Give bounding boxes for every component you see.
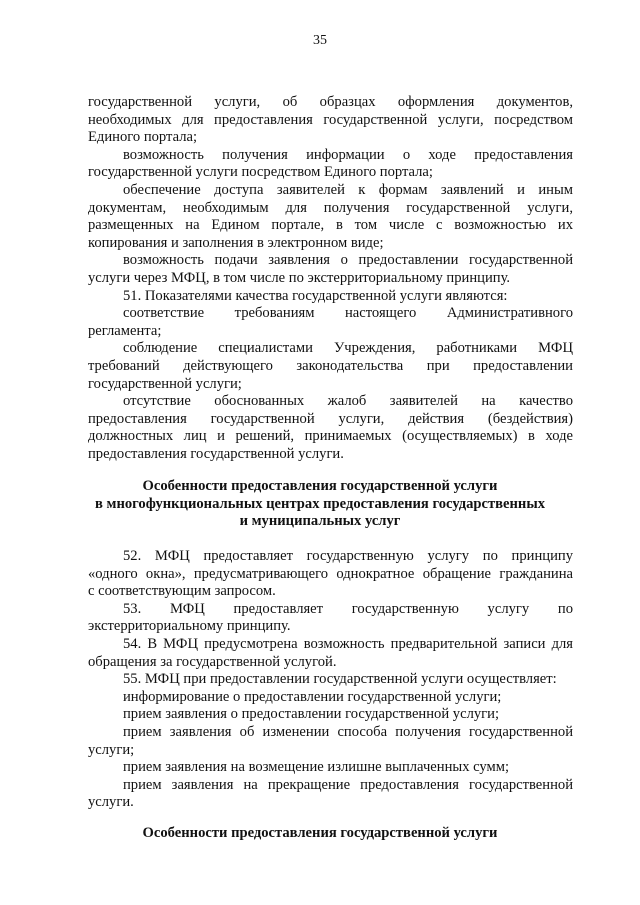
heading-line: в многофункциональных центрах предоставления государственных (94, 495, 546, 512)
text-line: соблюдение специалистами Учреждения, работниками МФЦ (123, 340, 573, 357)
body-text-upper (88, 94, 573, 463)
text-line: 54. В МФЦ предусмотрена возможность предварительной записи для (123, 635, 573, 652)
text-line: государственной услуги; (88, 375, 242, 392)
text-line: услуги. (88, 794, 134, 811)
section-heading (0, 825, 640, 843)
text-line: отсутствие обоснованных жалоб заявителей на качество (123, 393, 573, 410)
text-line: экстерриториальному принципу. (88, 618, 291, 635)
text-line: необходимых для предоставления государственной услуги, посредством (88, 111, 573, 128)
text-line: обеспечение доступа заявителей к формам заявлений и иным (123, 181, 573, 198)
text-line: 52. МФЦ предоставляет государственную услугу по принципу (123, 548, 573, 564)
text-line: регламента; (88, 322, 162, 339)
text-line: предоставления государственной услуги. (88, 445, 344, 462)
body-text-lower (88, 548, 573, 812)
text-line: 55. МФЦ при предоставлении государственной услуги осуществляет: (123, 671, 557, 688)
section-heading (0, 478, 640, 531)
heading-line: и муниципальных услуг (239, 513, 401, 530)
text-line: услуги через МФЦ, в том числе по экстерриториальному принципу. (88, 269, 511, 286)
text-line: прием заявления на возмещение излишне выплаченных сумм; (123, 759, 510, 776)
page-number: 35 (313, 33, 327, 48)
text-line: информирование о предоставлении государственной услуги; (123, 688, 502, 705)
heading-line: Особенности предоставления государственной услуги (142, 825, 498, 841)
text-line: прием заявления об изменении способа получения государственной (123, 723, 573, 740)
text-line: услуги; (88, 741, 135, 758)
heading-line: Особенности предоставления государственной услуги (142, 478, 498, 494)
text-line: размещенных на Едином портале, в том числе с возможностью их (88, 217, 573, 234)
text-line: прием заявления на прекращение предоставления государственной (123, 776, 573, 793)
text-line: с соответствующим запросом. (88, 583, 276, 600)
text-line: предоставления государственной услуги, действия (бездействия) (88, 410, 573, 427)
text-line: 53. МФЦ предоставляет государственную услугу по (123, 600, 573, 617)
text-line: Единого портала; (88, 129, 198, 146)
text-line: 51. Показателями качества государственной услуги являются: (123, 287, 508, 304)
text-line: документам, необходимым для получения государственной услуги, (88, 199, 573, 216)
text-line: должностных лиц и решений, принимаемых (осуществляемых) в ходе (88, 428, 573, 445)
text-line: копирования и заполнения в электронном виде; (88, 234, 384, 251)
text-line: возможность получения информации о ходе предоставления (123, 146, 573, 163)
text-line: государственной услуги, об образцах оформления документов, (88, 94, 573, 110)
text-line: прием заявления о предоставлении государственной услуги; (123, 706, 500, 723)
text-line: требований действующего законодательства при предоставлении (88, 357, 573, 374)
text-line: обращения за государственной услугой. (88, 653, 337, 670)
text-line: государственной услуги посредством Единого портала; (88, 164, 433, 181)
text-line: «одного окна», предусматривающего однократное обращение гражданина (88, 565, 573, 582)
text-line: возможность подачи заявления о предоставлении государственной (123, 252, 573, 269)
text-line: соответствие требованиям настоящего Административного (123, 305, 573, 322)
